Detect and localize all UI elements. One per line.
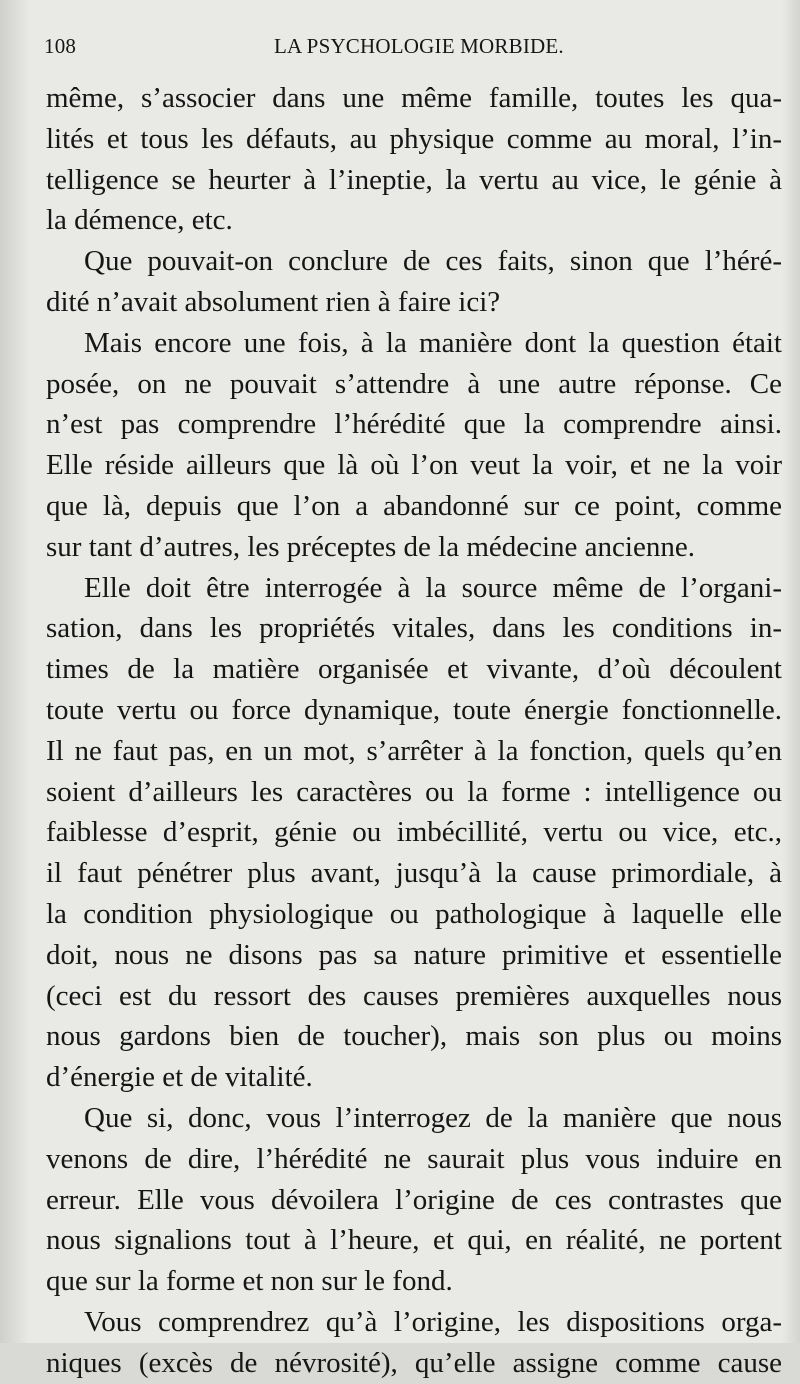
text-line: soient d’ailleurs les caractères ou la forme : intelligence ou (46, 775, 782, 808)
text-line: faiblesse d’esprit, génie ou imbécillité, vertu ou vice, etc., (46, 816, 782, 849)
text-line: d’énergie et de vitalité. (46, 1061, 313, 1094)
text-line: erreur. Elle vous dévoilera l’origine de ces contrastes que (46, 1183, 782, 1216)
text-line: (ceci est du ressort des causes premières auxquelles nous (46, 979, 782, 1012)
text-line: que là, depuis que l’on a abandonné sur ce point, comme (46, 489, 782, 522)
text-line: telligence se heurter à l’ineptie, la vertu au vice, le génie à (46, 163, 782, 196)
text-line: posée, on ne pouvait s’attendre à une autre réponse. Ce (46, 367, 782, 400)
text-line: Vous comprendrez qu’à l’origine, les dispositions orga- (84, 1305, 782, 1338)
text-line: la démence, etc. (46, 204, 233, 237)
text-line: Il ne faut pas, en un mot, s’arrêter à la fonction, quels qu’en (46, 734, 782, 767)
page-number: 108 (44, 34, 77, 58)
text-line: doit, nous ne disons pas sa nature primitive et essentielle (46, 938, 782, 971)
text-line: toute vertu ou force dynamique, toute énergie fonctionnelle. (46, 693, 782, 726)
text-line: Mais encore une fois, à la manière dont la question était (84, 326, 782, 359)
running-title: LA PSYCHOLOGIE MORBIDE. (274, 34, 564, 58)
text-line: Que si, donc, vous l’interrogez de la manière que nous (84, 1101, 782, 1134)
text-line: nous signalions tout à l’heure, et qui, en réalité, ne portent (46, 1224, 782, 1257)
text-line: Elle réside ailleurs que là où l’on veut la voir, et ne la voir (46, 449, 782, 482)
page-edge-shadow (782, 0, 800, 1343)
text-line: que sur la forme et non sur le fond. (46, 1265, 453, 1298)
text-line: venons de dire, l’hérédité ne saurait plus vous induire en (46, 1142, 782, 1175)
running-head (44, 34, 784, 64)
text-line: lités et tous les défauts, au physique comme au moral, l’in- (46, 122, 782, 155)
text-line: sur tant d’autres, les préceptes de la médecine ancienne. (46, 530, 695, 563)
gutter-shadow (0, 0, 30, 1343)
text-line: même, s’associer dans une même famille, toutes les qua- (46, 82, 782, 114)
text-line: n’est pas comprendre l’hérédité que la comprendre ainsi. (46, 408, 782, 441)
body-text (46, 78, 782, 1384)
text-line: sation, dans les propriétés vitales, dans les conditions in- (46, 612, 782, 645)
text-line: il faut pénétrer plus avant, jusqu’à la cause primordiale, à (46, 857, 782, 890)
text-line: niques (excès de névrosité), qu’elle assigne comme cause (46, 1346, 782, 1379)
text-line: dité n’avait absolument rien à faire ici? (46, 285, 501, 318)
text-line: times de la matière organisée et vivante, d’où découlent (46, 653, 782, 686)
text-line: nous gardons bien de toucher), mais son plus ou moins (46, 1020, 782, 1053)
text-line: Que pouvait-on conclure de ces faits, sinon que l’héré- (84, 245, 782, 278)
text-line: Elle doit être interrogée à la source même de l’organi- (84, 571, 782, 604)
text-line: la condition physiologique ou pathologique à laquelle elle (46, 897, 782, 930)
